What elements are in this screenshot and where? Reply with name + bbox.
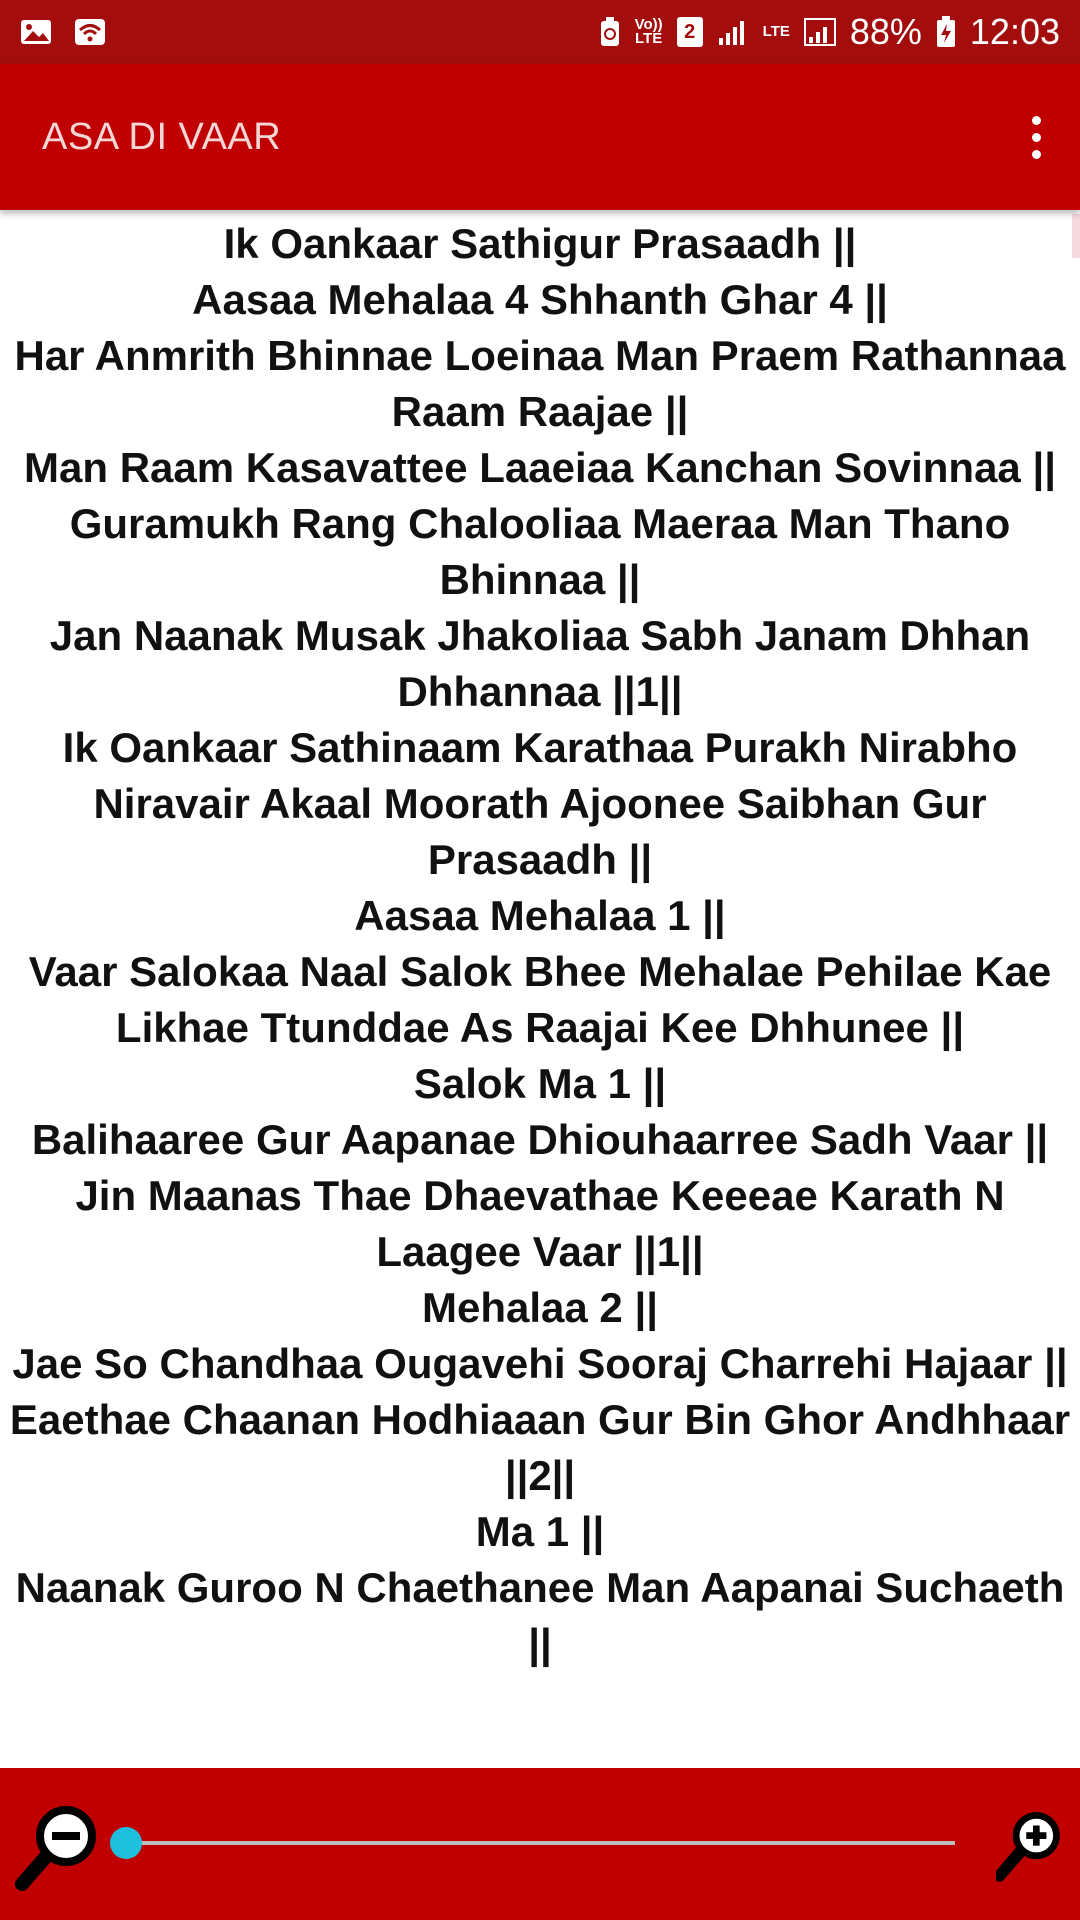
wifi-icon: [74, 18, 106, 46]
signal-icon: [717, 18, 749, 46]
app-title: ASA DI VAAR: [42, 115, 282, 158]
verse-line: Jae So Chandhaa Ougavehi Sooraj Charrehi Hajaar ||: [12, 1340, 1068, 1387]
status-bar: [0, 0, 1080, 64]
menu-dot: [1032, 116, 1041, 125]
status-left-icons: [20, 18, 106, 46]
clock: 12:03: [969, 11, 1060, 52]
verse-line: Ma 1 ||: [475, 1508, 605, 1555]
verse-line: Ik Oankaar Sathinaam Karathaa Purakh Nirabho Niravair Akaal Moorath Ajoonee Saibhan Gur Prasaadh ||: [62, 724, 1018, 883]
battery-percent: 88%: [849, 11, 922, 52]
verse-line: Mehalaa 2 ||: [422, 1284, 658, 1331]
zoom-out-icon[interactable]: [14, 1794, 114, 1894]
scrollbar-thumb[interactable]: [1072, 214, 1080, 258]
zoom-in-icon[interactable]: [996, 1794, 1080, 1894]
menu-dot: [1032, 133, 1041, 142]
verse-line: Balihaaree Gur Aapanae Dhiouhaarree Sadh Vaar ||: [31, 1116, 1049, 1163]
battery-charging-icon: [936, 16, 956, 48]
app-bar: [0, 64, 1080, 210]
verse-line: Man Raam Kasavattee Laaeiaa Kanchan Sovinnaa ||: [24, 444, 1056, 491]
verse-line: Aasaa Mehalaa 1 ||: [354, 892, 726, 939]
verse-line: Jan Naanak Musak Jhakoliaa Sabh Janam Dhhan Dhhannaa ||1||: [49, 612, 1031, 715]
verse-line: Salok Ma 1 ||: [413, 1060, 667, 1107]
bottom-zoom-bar: [0, 1768, 1080, 1920]
verse-line: Ik Oankaar Sathigur Prasaadh ||: [223, 220, 857, 267]
verse-scroll-view[interactable]: [0, 210, 1080, 1768]
verse-line: Eaethae Chaanan Hodhiaaan Gur Bin Ghor Andhhaar ||2||: [9, 1396, 1071, 1499]
gallery-icon: [20, 18, 52, 46]
volte-label: Vo)) LTE: [634, 16, 663, 47]
verse-line: Vaar Salokaa Naal Salok Bhee Mehalae Pehilae Kae Likhae Ttunddae As Raajai Kee Dhhunee ||: [28, 948, 1052, 1051]
more-vert-icon[interactable]: [1016, 107, 1056, 167]
menu-dot: [1032, 150, 1041, 159]
battery-saver-icon: [599, 17, 621, 47]
status-right-icons: [599, 11, 1060, 53]
verse-line: Har Anmrith Bhinnae Loeinaa Man Praem Rathannaa Raam Raajae ||: [14, 332, 1066, 435]
signal-icon-2: [804, 18, 836, 46]
network-label: LTE: [762, 23, 790, 40]
verse-line: Jin Maanas Thae Dhaevathae Keeeae Karath N Laagee Vaar ||1||: [75, 1172, 1005, 1275]
text-size-slider-thumb[interactable]: [110, 1827, 142, 1859]
sim-slot-badge: 2: [677, 17, 703, 47]
verse-line: Aasaa Mehalaa 4 Shhanth Ghar 4 ||: [192, 276, 888, 323]
text-size-slider-track[interactable]: [125, 1841, 955, 1845]
verse-line: Guramukh Rang Chalooliaa Maeraa Man Thano Bhinnaa ||: [69, 500, 1011, 603]
verse-line: Naanak Guroo N Chaethanee Man Aapanai Suchaeth ||: [15, 1564, 1065, 1667]
